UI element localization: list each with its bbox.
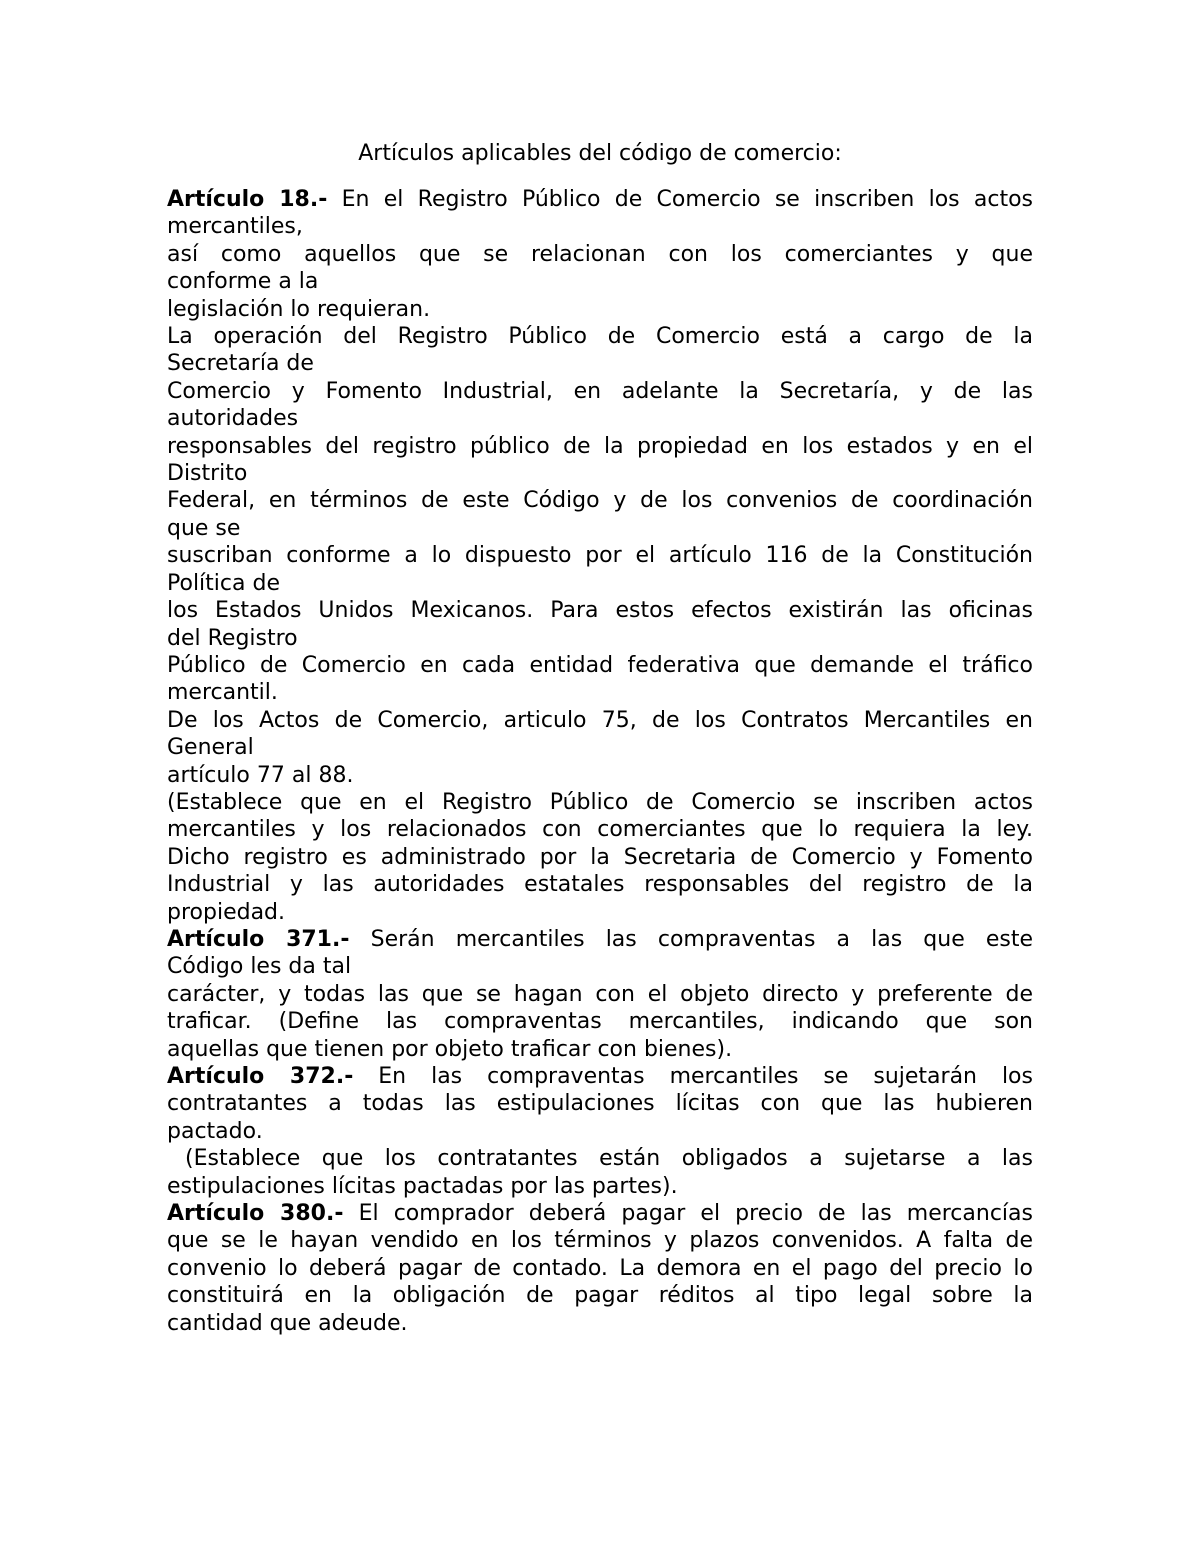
text-line: Dicho registro es administrado por la Secretaria de Comercio y Fomento — [167, 844, 1033, 870]
text-line: Serán mercantiles las compraventas a las que este — [370, 926, 1033, 952]
text-line: mercantil. — [167, 680, 278, 706]
document-body — [167, 186, 1033, 1337]
text-line: De los Actos de Comercio, articulo 75, de los Contratos Mercantiles en — [167, 707, 1033, 733]
text-line: responsables del registro público de la propiedad en los estados y en el — [167, 433, 1033, 459]
text-line: propiedad. — [167, 899, 286, 925]
text-line: del Registro — [167, 625, 298, 651]
text-line: mercantiles y los relacionados con comerciantes que lo requiera la ley. — [167, 817, 1033, 843]
text-line: mercantiles, — [167, 214, 303, 240]
article-380-heading: Artículo 380.- — [167, 1201, 344, 1227]
text-line: Distrito — [167, 461, 248, 487]
text-line: traficar. (Define las compraventas mercantiles, indicando que son — [167, 1009, 1033, 1035]
text-line: En el Registro Público de Comercio se inscriben los actos — [341, 187, 1034, 212]
text-line: Política de — [167, 570, 280, 596]
text-line: contratantes a todas las estipulaciones lícitas con que las hubieren — [167, 1091, 1033, 1117]
text-line: Secretaría de — [167, 351, 314, 377]
article-380-line-1 — [167, 1200, 1033, 1227]
text-line: (Establece que los contratantes están obligados a sujetarse a las — [185, 1146, 1033, 1172]
text-line: Comercio y Fomento Industrial, en adelante la Secretaría, y de las — [167, 378, 1033, 404]
text-line: legislación lo requieran. — [167, 296, 431, 322]
article-371-heading: Artículo 371.- — [167, 926, 350, 952]
text-line: El comprador deberá pagar el precio de las mercancías — [358, 1201, 1033, 1227]
article-18-heading: Artículo 18.- — [167, 187, 328, 212]
text-line: que se — [167, 515, 241, 541]
text-line: que se le hayan vendido en los términos y plazos convenidos. A falta de — [167, 1228, 1033, 1254]
text-line: estipulaciones lícitas pactadas por las partes). — [167, 1173, 678, 1199]
text-line: aquellas que tienen por objeto traficar con bienes). — [167, 1036, 733, 1062]
text-line: (Establece que en el Registro Público de Comercio se inscriben actos — [167, 789, 1033, 815]
text-line: carácter, y todas las que se hagan con el objeto directo y preferente de — [167, 981, 1033, 1007]
text-line: artículo 77 al 88. — [167, 762, 354, 788]
article-372-line-1 — [167, 1063, 1033, 1090]
text-line: pactado. — [167, 1118, 263, 1144]
text-line: autoridades — [167, 406, 299, 432]
text-line: constituirá en la obligación de pagar réditos al tipo legal sobre la — [167, 1283, 1033, 1309]
article-372-heading: Artículo 372.- — [167, 1064, 354, 1089]
text-line: así como aquellos que se relacionan con los comerciantes y que — [167, 241, 1033, 267]
text-line: Federal, en términos de este Código y de los convenios de coordinación — [167, 488, 1033, 514]
text-line: En las compraventas mercantiles se sujetarán los — [378, 1064, 1033, 1089]
article-18-line-1 — [167, 186, 1033, 213]
text-line: cantidad que adeude. — [167, 1310, 408, 1336]
text-line: Industrial y las autoridades estatales responsables del registro de la — [167, 872, 1033, 898]
document-title: Artículos aplicables del código de comercio: — [358, 141, 842, 166]
text-line: Público de Comercio en cada entidad federativa que demande el tráfico — [167, 652, 1033, 678]
text-line: los Estados Unidos Mexicanos. Para estos efectos existirán las oficinas — [167, 598, 1033, 624]
text-line: General — [167, 735, 254, 761]
text-line: convenio lo deberá pagar de contado. La demora en el pago del precio lo — [167, 1255, 1033, 1281]
article-371-line-1 — [167, 926, 1033, 953]
text-line: La operación del Registro Público de Comercio está a cargo de la — [167, 324, 1033, 350]
text-line: Código les da tal — [167, 954, 352, 980]
text-line: conforme a la — [167, 269, 319, 295]
text-line: suscriban conforme a lo dispuesto por el artículo 116 de la Constitución — [167, 543, 1033, 569]
